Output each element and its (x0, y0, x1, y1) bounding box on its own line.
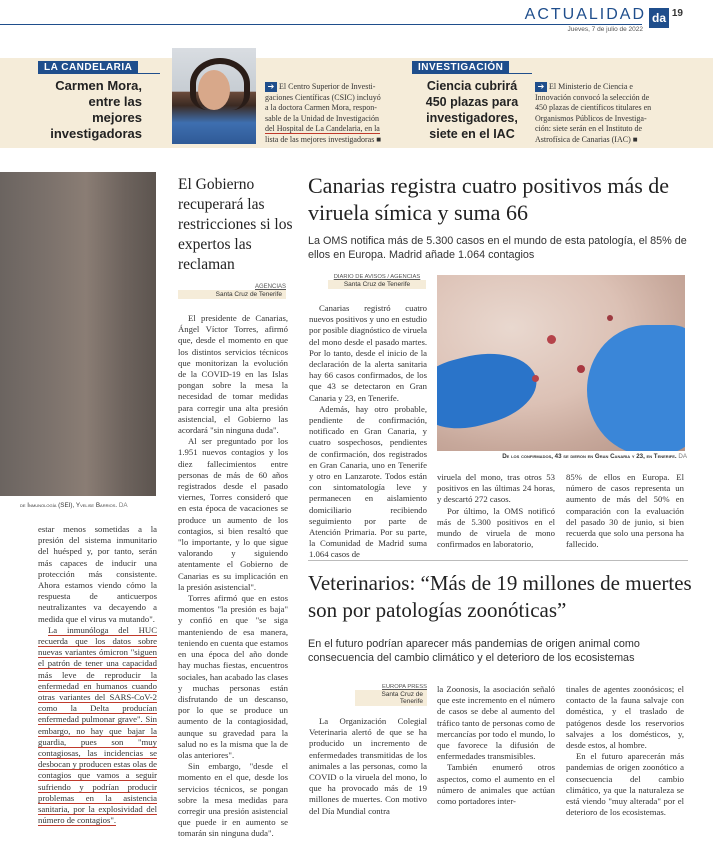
byline-agency: AGENCIAS (254, 284, 286, 290)
paragraph: tinales de agentes zoonósicos; el contacto de la fauna salvaje con doméstica, y el traslado de patógenos desde los reservorios salvajes a los domésticos, y, desde estos, al hombre. (566, 684, 684, 751)
arrow-icon: ➔ (535, 82, 547, 92)
lesion-shape (607, 315, 613, 321)
left-column-text (38, 524, 157, 826)
monkeypox-col2 (437, 472, 555, 550)
brief-line: sable de la Unidad de Investigación (265, 113, 379, 123)
photo-caption (20, 502, 160, 509)
gov-byline (178, 284, 286, 299)
monkeypox-col1 (309, 303, 427, 561)
monkeypox-headline: Canarias registra cuatro positivos más de viruela símica y suma 66 (308, 173, 670, 225)
paragraph: estar menos sometidas a la presión del sistema inmunitario del huésped y, por tanto, serán más capaces de inducir una protección más consistente. Ahora estamos viendo cómo la respuesta de anticuerpos neutralizantes va decayendo a medida que el virus va mutando". (38, 524, 157, 624)
brief-line: 450 plazas de científicos titulares en (535, 103, 652, 113)
paragraph: 85% de ellos en Europa. El número de casos representa un aumento de más del 50% en comparación con la evaluación del pasado 30 de junio, si bien recuerda que solo una persona ha fallecido. (566, 472, 684, 550)
brief-line: a la doctora Carmen Mora, respon- (265, 103, 377, 113)
page-number: 19 (671, 8, 683, 19)
glove-left-shape (437, 341, 544, 440)
paragraph: El presidente de Canarias, Ángel Víctor Torres, afirmó que, desde el momento en que los distintos servicios técnicos que monitorizan la evolución de la COVID-19 en las Islas pongan sobre la mesa la necesidad de tomar medidas para corregir una alta presión asistencial, el Gobierno las acordará "sin ninguna duda". (178, 313, 288, 436)
investigacion-tag: INVESTIGACIÓN (412, 61, 509, 74)
brief-line: lista de las mejores investigadoras ■ (265, 134, 382, 144)
paragraph: Al ser preguntado por los 1.951 nuevos contagios y los diez fallecimientos entre personas de más de 60 años registrados desde el pasado viernes, Torres consideró que en esta época de vacaciones se produce un aumento de los contagios, si bien resaltó que "lo importante, y lo que sigue valorando y siguiendo atentamente el Gobierno de Canarias es su implicación en la presión asistencial". (178, 436, 288, 592)
monkeypox-photo-caption (437, 453, 687, 460)
vet-col3 (566, 684, 684, 818)
vet-headline: Veterinarios: “Más de 19 millones de muertes son por patologías zoonóticas” (308, 571, 692, 622)
paragraph: Torres afirmó que en estos momentos "la presión es baja" y confió en que "se siga manteniendo de esa manera, teniendo en cuenta que estamos en una época del año donde hay muchas fiestas, encuentros sociales, han acabado las clases y muchas personas están disfrutando de un descanso, por lo que se produce un aumento de la contagiosidad, aunque su gravedad para la salud no es la misma que la de olas anteriores". (178, 593, 289, 760)
caption-text: de Inmunología (SEI), Yvelise Barrios. (20, 502, 118, 509)
caption-text: De los confirmados, 43 se dieron en Gran Canaria y 23, en Tenerife. (502, 453, 677, 460)
paragraph-text: La inmunóloga del HUC recuerda que los datos sobre nuevas variantes ómicron "siguen el patrón de tener una capacidad más leve de reproducir la enfermedad en humanos cuando otras variantes del SARS-CoV-2 como la Delta producían enfermedad pulmonar grave". Sin embargo, no hay que bajar la guardia, pues son "muy contagiosas, las incidencias se desbocan y producen estas olas de contagios que vamos a seguir sufriendo y podrían producir problemas en la asistencia sanitaria, por la explosividad del número de contagios". (38, 624, 157, 826)
paragraph: Canarias registró cuatro nuevos positivos y uno en estudio por posible diagnóstico de viruela del mono desde el pasado martes. Por lo tanto, desde el inicio de la declaración de la alerta sanitaria hay 66 casos confirmados, de los que 43 se detectaron en Gran Canaria y 23, en Tenerife. (309, 303, 427, 403)
header-rule (0, 24, 642, 25)
byline-place: Santa Cruz de Tenerife (328, 280, 426, 289)
paragraph: En el futuro aparecerán más pandemias de origen zoonótico a consecuencia del cambio climático, ya que la naturaleza se está viendo "muy alterada" por el deterioro de los ecosistemas. (566, 751, 684, 818)
paragraph: La Organización Colegial Veterinaria alertó de que se ha producido un incremento de enfermedades transmitidas de los animales a las personas, como la COVID o la viruela del mono, lo que ha provocado más de 19 millones de muertes. Con motivo del Día Mundial contra (309, 716, 427, 816)
brief-line-underlined: del Hospital de La Candelaria, en la (265, 124, 380, 134)
brief-line: Innovación convocó la selección de (535, 92, 650, 102)
iac-brief (535, 82, 685, 146)
monkeypox-byline (328, 274, 426, 289)
paragraph: la Zoonosis, la asociación señaló que este incremento en el número de casos se debe al aumento del tráfico tanto de personas como de mercancías por todo el mundo, lo que favorece la difusión de enfermedades transmisibles. (437, 684, 555, 762)
paragraph: Por último, la OMS notificó más de 5.300 positivos en el mundo de viruela de mono confirmados en laboratorio, (437, 505, 555, 550)
tag-rule-right (412, 73, 532, 74)
section-divider (308, 560, 688, 561)
caption-credit: DA (678, 453, 687, 460)
paragraph: También enumeró otros aspectos, como el aumento en el número de animales que actúan como portadores inter- (437, 762, 555, 807)
carmen-mora-photo (172, 48, 256, 144)
brief-line: gaciones Científicas (CSIC) incluyó (265, 92, 381, 102)
brief-line: ción: siete serán en el Instituto de (535, 124, 643, 134)
gov-headline: El Gobierno recuperará las restricciones si los expertos las reclaman (178, 176, 293, 273)
issue-date: Jueves, 7 de julio de 2022 (567, 26, 643, 33)
hair-shape (190, 58, 250, 110)
immunologist-photo (0, 172, 156, 496)
monkeypox-subhead: La OMS notifica más de 5.300 casos en el mundo de esta patología, el 85% de ellos en Europa. Madrid añade 1.064 contagios (308, 235, 687, 261)
glove-right-shape (587, 325, 685, 451)
da-logo: da (649, 8, 669, 28)
byline-place: Santa Cruz de Tenerife (355, 690, 427, 706)
lesion-shape (532, 375, 539, 382)
paragraph: Sin embargo, "desde el momento en el que, desde los servicios técnicos, se pongan sobre la mesa medidas para corregir una presión asistencial que puede ir en aumento se tomarán sin ninguna duda". (178, 761, 288, 839)
la-candelaria-tag: LA CANDELARIA (38, 61, 138, 74)
tag-rule-left (38, 73, 160, 74)
page-header (0, 0, 713, 40)
vet-byline (355, 684, 427, 706)
iac-headline: Ciencia cubrirá 450 plazas para investigadores, siete en el IAC (425, 79, 519, 141)
gov-body (178, 313, 288, 840)
brief-line: Organismos Públicos de Investiga- (535, 113, 647, 123)
brief-line: El Ministerio de Ciencia e (549, 82, 633, 91)
lesion-shape (547, 335, 556, 344)
paragraph: viruela del mono, tras otros 53 positivos en las últimas 24 horas, y descartó 272 casos. (437, 472, 555, 505)
vet-subhead: En el futuro podrían aparecer más pandemias de origen animal como consecuencia del cambio climático y el deterioro de los ecosistemas (308, 638, 640, 664)
candelaria-brief (265, 82, 405, 146)
paragraph: Además, hay otro probable, pendiente de confirmación, notificado en Gran Canaria, y cuatro sospechosos, pendientes de confirmación, dos registrados en Gran Canaria, uno en Tenerife y otro en Lanzarote. Todos están con sintomatología leve y permanecen en aislamiento domiciliario recibiendo seguimiento por parte de Atención Primaria. Por su parte, la Comunidad de Madrid suma 1.064 casos de (309, 403, 427, 560)
caption-credit: DA (118, 502, 128, 509)
byline-place: Santa Cruz de Tenerife (178, 290, 286, 299)
brief-line: Astrofísica de Canarias (IAC) ■ (535, 134, 638, 144)
byline-agency: DIARIO DE AVISOS / AGENCIAS (333, 274, 421, 280)
paragraph (38, 625, 157, 827)
candelaria-headline: Carmen Mora, entre las mejores investigadoras (50, 78, 142, 141)
lesion-shape (577, 365, 585, 373)
skin-lesion-photo (437, 275, 685, 451)
vet-col2 (437, 684, 555, 807)
monkeypox-col3 (566, 472, 684, 550)
section-title: ACTUALIDAD (524, 6, 646, 23)
arrow-icon: ➔ (265, 82, 277, 92)
brief-line: El Centro Superior de Investi- (279, 82, 376, 91)
vet-col1 (309, 716, 427, 817)
byline-agency: EUROPA PRESS (382, 684, 427, 690)
